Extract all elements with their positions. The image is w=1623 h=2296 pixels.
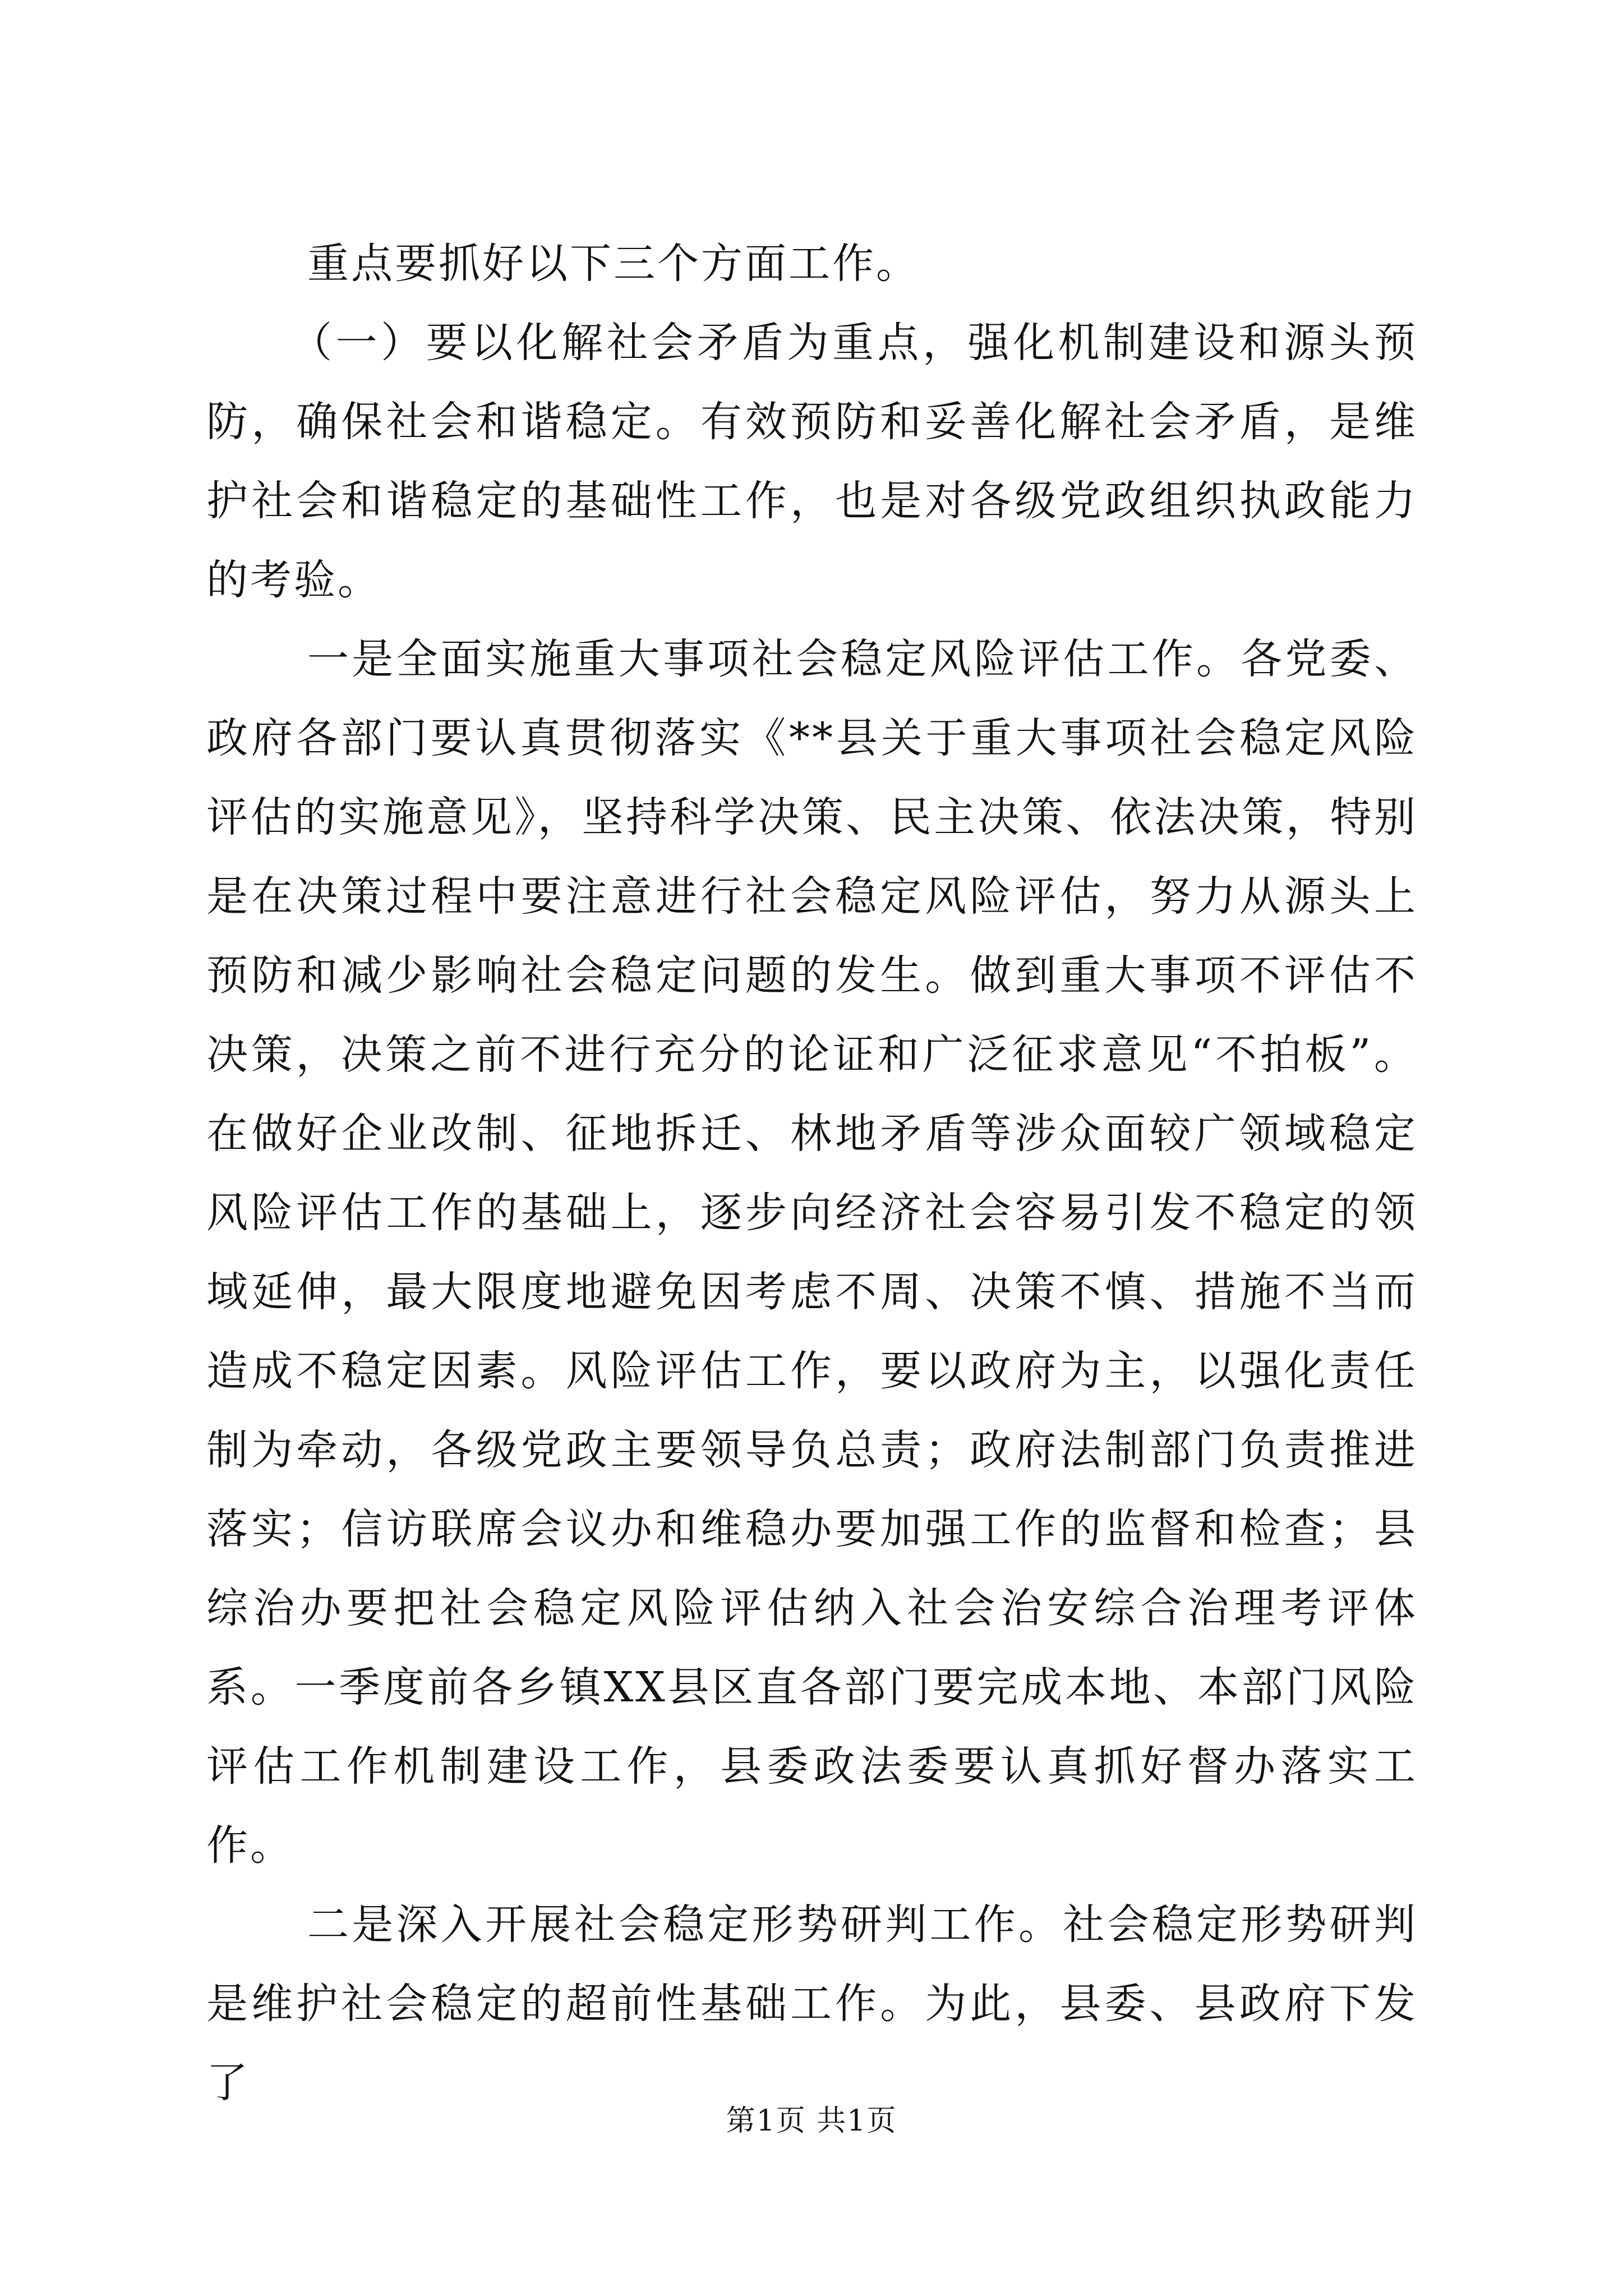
page-footer: 第1页 共1页 (726, 2104, 897, 2138)
paragraph-point-two: 二是深入开展社会稳定形势研判工作。社会稳定形势研判是维护社会稳定的超前性基础工作。为此，县委、县政府下发了 (206, 1901, 1418, 2107)
paragraph-point-one: 一是全面实施重大事项社会稳定风险评估工作。各党委、政府各部门要认真贯彻落实《**县关于重大事项社会稳定风险评估的实施意见》，坚持科学决策、民主决策、依法决策，特别是在决策过程中要注意进行社会稳定风险评估，努力从源头上预防和减少影响社会稳定问题的发生。做到重大事项不评估不决策，决策之前不进行充分的论证和广泛征求意见“不拍板”。在做好企业改制、征地拆迁、林地矛盾等涉众面较广领域稳定风险评估工作的基础上，逐步向经济社会容易引发不稳定的领域延伸，最大限度地避免因考虑不周、决策不慎、措施不当而造成不稳定因素。风险评估工作，要以政府为主，以强化责任制为牵动，各级党政主要领导负总责；政府法制部门负责推进落实；信访联席会议办和维稳办要加强工作的监督和检查；县综治办要把社会稳定风险评估纳入社会治安综合治理考评体系。一季度前各乡镇XX县区直各部门要完成本地、本部门风险评估工作机制建设工作，县委政法委要认真抓好督办落实工作。 (206, 635, 1418, 1870)
paragraph-intro: 重点要抓好以下三个方面工作。 (307, 240, 920, 288)
document-body (206, 224, 1418, 2123)
paragraph-section-one: （一）要以化解社会矛盾为重点，强化机制建设和源头预防，确保社会和谐稳定。有效预防和妥善化解社会矛盾，是维护社会和谐稳定的基础性工作，也是对各级党政组织执政能力的考验。 (206, 319, 1418, 604)
